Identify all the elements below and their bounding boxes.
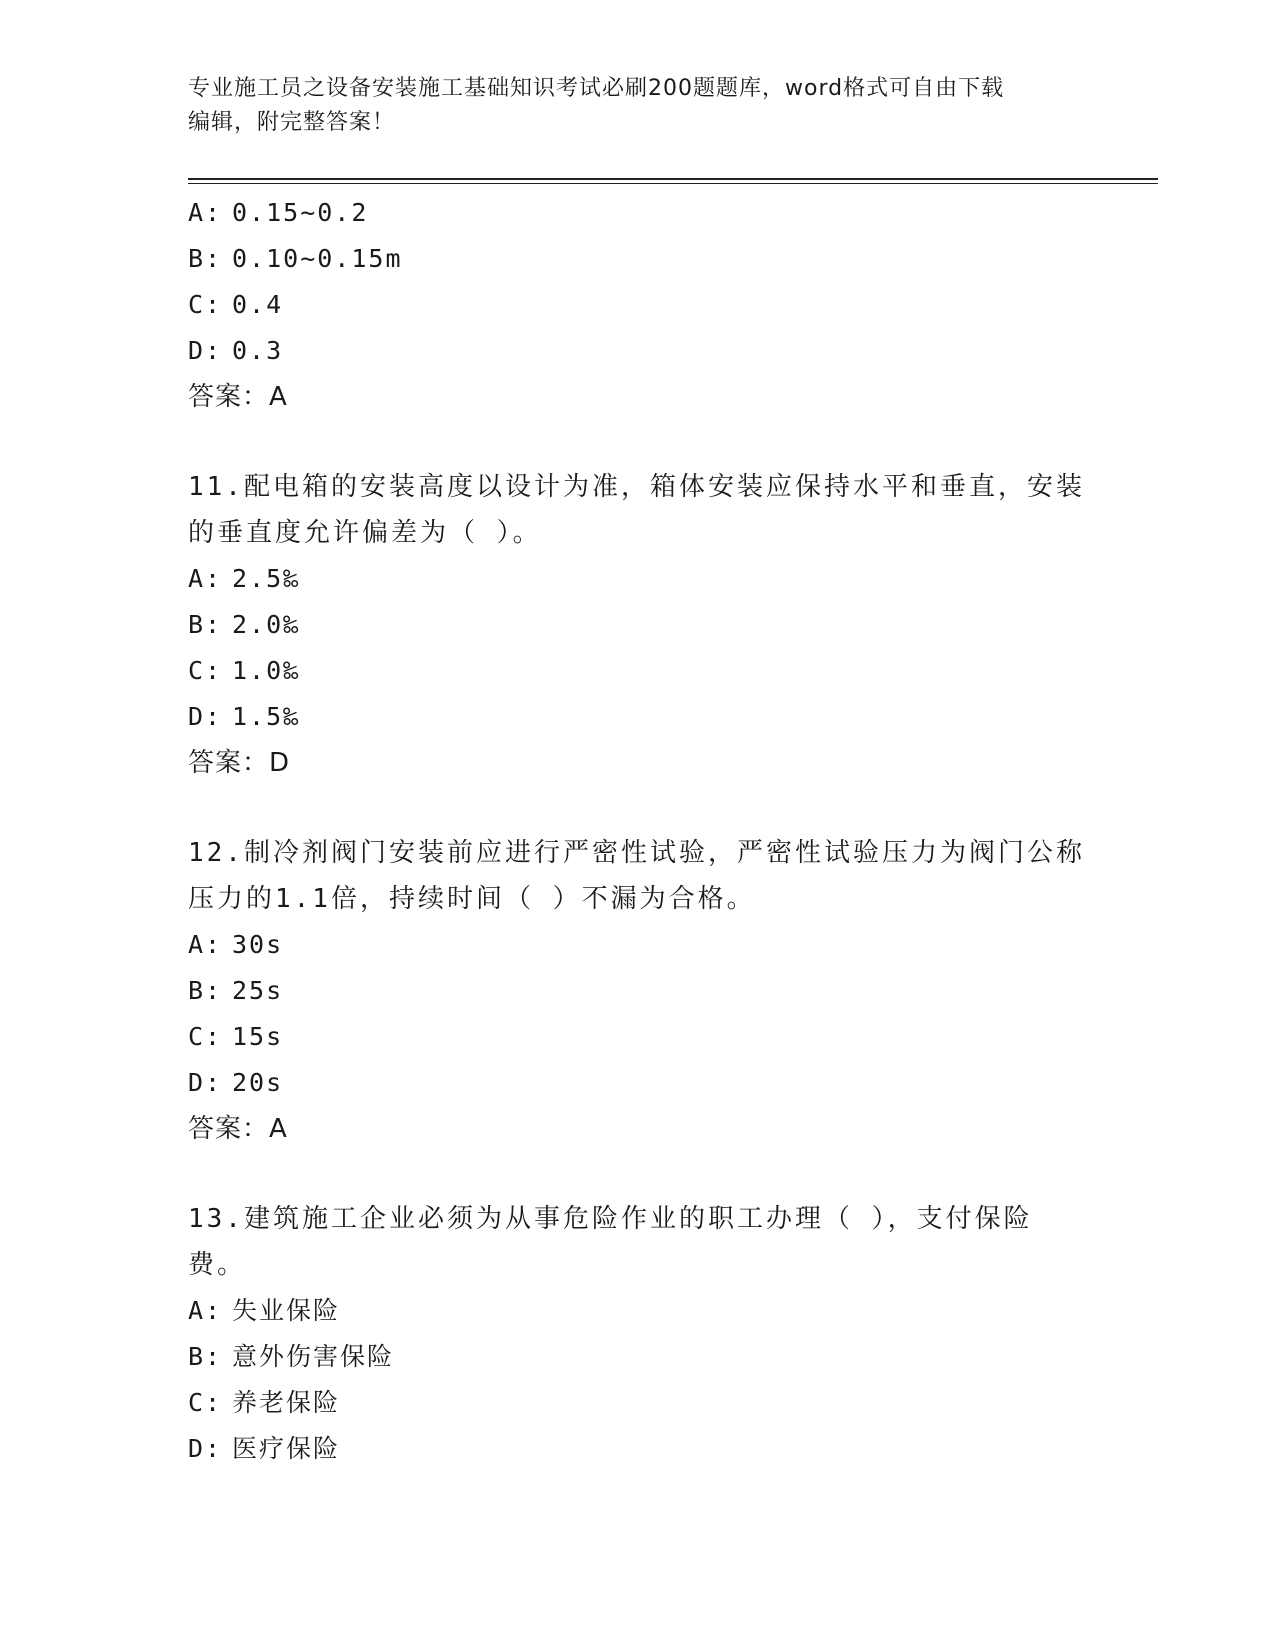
option-text: 15s [232, 1022, 284, 1051]
option-label: D: [188, 1434, 223, 1463]
option-c [188, 648, 1088, 694]
option-text: 0.3 [232, 336, 284, 365]
option-label: C: [188, 1022, 223, 1051]
option-d [188, 328, 1088, 374]
option-d [188, 1426, 1088, 1472]
option-b [188, 968, 1088, 1014]
option-text: 2.0‰ [232, 610, 301, 639]
option-text: 30s [232, 930, 284, 959]
question-list [188, 190, 1088, 1472]
option-label: B: [188, 976, 223, 1005]
option-b [188, 1334, 1088, 1380]
question-text: 13.建筑施工企业必须为从事危险作业的职工办理（ ），支付保险费。 [188, 1204, 1033, 1280]
option-label: D: [188, 336, 223, 365]
option-a [188, 922, 1088, 968]
question-block [188, 464, 1088, 786]
header-divider-thick [188, 178, 1158, 180]
option-text: 2.5‰ [232, 564, 301, 593]
question-block [188, 190, 1088, 420]
header-divider-thin [188, 183, 1158, 184]
option-text: 0.4 [232, 290, 284, 319]
option-label: B: [188, 610, 223, 639]
question-block [188, 1196, 1088, 1472]
option-d [188, 694, 1088, 740]
option-label: C: [188, 290, 223, 319]
option-label: C: [188, 656, 223, 685]
answer-line: 答案：A [188, 1114, 288, 1144]
option-label: A: [188, 198, 223, 227]
question-text: 11.配电箱的安装高度以设计为准，箱体安装应保持水平和垂直，安装的垂直度允许偏差为（ ）。 [188, 472, 1085, 548]
option-label: D: [188, 1068, 223, 1097]
option-label: A: [188, 1296, 223, 1325]
option-text: 医疗保险 [232, 1434, 341, 1463]
option-c [188, 1014, 1088, 1060]
option-a [188, 190, 1088, 236]
answer-line: 答案：D [188, 748, 291, 778]
option-text: 20s [232, 1068, 284, 1097]
option-label: C: [188, 1388, 223, 1417]
option-label: D: [188, 702, 223, 731]
answer-line: 答案：A [188, 382, 288, 412]
option-c [188, 1380, 1088, 1426]
option-label: B: [188, 244, 223, 273]
option-text: 失业保险 [232, 1296, 341, 1325]
option-c [188, 282, 1088, 328]
option-label: A: [188, 564, 223, 593]
header-line-1: 专业施工员之设备安装施工基础知识考试必刷200题题库，word格式可自由下载 [188, 76, 1005, 101]
document-header [188, 72, 1088, 140]
option-a [188, 556, 1088, 602]
option-text: 1.5‰ [232, 702, 301, 731]
option-label: A: [188, 930, 223, 959]
option-d [188, 1060, 1088, 1106]
option-text: 1.0‰ [232, 656, 301, 685]
question-block [188, 830, 1088, 1152]
option-a [188, 1288, 1088, 1334]
option-text: 0.15~0.2 [232, 198, 369, 227]
header-line-2: 编辑，附完整答案！ [188, 110, 396, 135]
option-b [188, 602, 1088, 648]
option-text: 养老保险 [232, 1388, 341, 1417]
option-text: 0.10~0.15m [232, 244, 403, 273]
question-text: 12.制冷剂阀门安装前应进行严密性试验，严密性试验压力为阀门公称压力的1.1倍，持续时间（ ）不漏为合格。 [188, 838, 1085, 914]
option-b [188, 236, 1088, 282]
option-text: 25s [232, 976, 284, 1005]
option-label: B: [188, 1342, 223, 1371]
option-text: 意外伤害保险 [232, 1342, 395, 1371]
